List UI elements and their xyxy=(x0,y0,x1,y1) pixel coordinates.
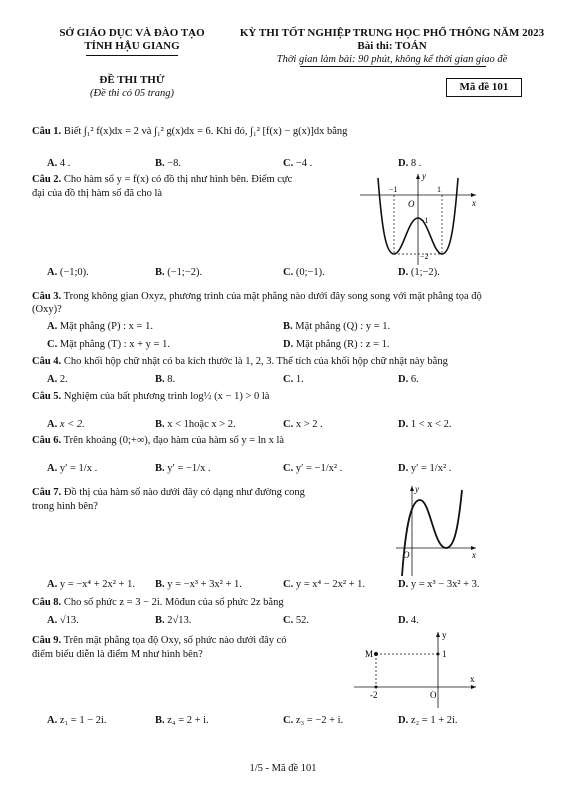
y-tick-1: 1 xyxy=(442,649,447,659)
question-3: Câu 3. Trong không gian Oxyz, phương trình của mặt phẳng nào dưới đây song song với mặt phẳng tọa độ xyxy=(32,291,482,302)
question-5: Câu 5. Nghiệm của bất phương trình log½ (x − 1) > 0 là xyxy=(32,391,270,402)
question-2-line2: đại của đồ thị hàm số đã cho là xyxy=(32,188,163,199)
y-tick-neg1: −1 xyxy=(420,216,429,225)
y-tick-neg2: −2 xyxy=(420,252,429,261)
option-b[interactable]: B. 2√13. xyxy=(155,615,192,626)
exam-title: KỲ THI TỐT NGHIỆP TRUNG HỌC PHỔ THÔNG NĂM 2023 xyxy=(239,27,545,39)
question-7-options xyxy=(0,578,566,592)
y-label: y xyxy=(415,484,419,494)
question-3-options-row1 xyxy=(0,320,566,334)
subject-line: Bài thi: TOÁN xyxy=(357,40,427,52)
option-b[interactable]: B. −8. xyxy=(155,158,182,169)
figure-complex-plane xyxy=(352,628,482,710)
y-label: y xyxy=(422,171,426,181)
question-8-options xyxy=(0,614,566,628)
option-a[interactable]: A. y′ = 1/x . xyxy=(47,463,98,474)
title-underline xyxy=(300,66,486,67)
question-6-options xyxy=(0,462,566,476)
option-b[interactable]: B. y′ = −1/x . xyxy=(155,463,211,474)
origin-label: O xyxy=(408,199,415,209)
x-axis-arrow xyxy=(471,193,476,197)
page-count-note: (Đề thi có 05 trang) xyxy=(90,88,174,99)
department-name: SỞ GIÁO DỤC VÀ ĐÀO TẠO xyxy=(59,27,205,39)
figure-quartic-graph xyxy=(356,170,481,270)
option-a[interactable]: A. 4 . xyxy=(47,158,71,169)
origin-label: O xyxy=(430,690,437,700)
option-d[interactable]: D. 6. xyxy=(398,374,419,385)
province-name: TỈNH HẬU GIANG xyxy=(84,40,180,52)
option-d[interactable]: D. 4. xyxy=(398,615,419,626)
option-a[interactable]: A. z₁ = 1 − 2i. xyxy=(47,715,107,726)
option-b[interactable]: B. z₄ = 2 + i. xyxy=(155,715,209,726)
exam-code-box: Mã đề 101 xyxy=(446,78,522,97)
option-d[interactable]: D. y′ = 1/x² . xyxy=(398,463,452,474)
option-c[interactable]: C. y = x⁴ − 2x² + 1. xyxy=(283,579,366,590)
option-b[interactable]: B. y = −x³ + 3x² + 1. xyxy=(155,579,242,590)
question-9-line2: điểm biểu diễn là điểm M như hình bên? xyxy=(32,649,203,660)
option-d[interactable]: D. (1;−2). xyxy=(398,267,440,278)
option-d[interactable]: D. 8 . xyxy=(398,158,422,169)
question-3-options-row2 xyxy=(0,338,566,352)
question-1 xyxy=(32,125,347,138)
question-7-line2: trong hình bên? xyxy=(32,501,98,512)
option-c[interactable]: C. 1. xyxy=(283,374,304,385)
option-a[interactable]: A. 2. xyxy=(47,374,68,385)
option-d[interactable]: D. Mặt phẳng (R) : z = 1. xyxy=(283,339,390,350)
x-label: x xyxy=(472,198,476,208)
option-a[interactable]: A. y = −x⁴ + 2x² + 1. xyxy=(47,579,135,590)
question-4-options xyxy=(0,373,566,387)
cubic-curve xyxy=(402,490,462,576)
question-1-label: Câu 1. xyxy=(32,126,62,137)
y-axis-arrow xyxy=(416,174,420,179)
question-9-options xyxy=(0,714,566,728)
x-tick-neg2: -2 xyxy=(370,690,378,700)
option-d[interactable]: D. y = x³ − 3x² + 3. xyxy=(398,579,480,590)
question-2-options xyxy=(0,266,566,280)
option-c[interactable]: C. −4 . xyxy=(283,158,313,169)
option-b[interactable]: B. 8. xyxy=(155,374,176,385)
question-3-line2: (Oxy)? xyxy=(32,304,62,315)
figure-cubic-graph xyxy=(390,480,480,580)
option-c[interactable]: C. y′ = −1/x² . xyxy=(283,463,343,474)
option-d[interactable]: D. 1 < x < 2. xyxy=(398,419,452,430)
option-c[interactable]: C. z₃ = −2 + i. xyxy=(283,715,344,726)
option-a[interactable]: A. Mặt phẳng (P) : x = 1. xyxy=(47,321,153,332)
time-note: Thời gian làm bài: 90 phút, không kể thời gian giao đề xyxy=(276,54,508,65)
question-6: Câu 6. Trên khoảng (0;+∞), đạo hàm của hàm số y = ln x là xyxy=(32,435,285,446)
option-a[interactable]: A. √13. xyxy=(47,615,79,626)
origin-label: O xyxy=(403,550,410,560)
x-tick-1: 1 xyxy=(437,185,441,194)
option-a[interactable]: A. x < 2. xyxy=(47,419,85,430)
page-footer: 1/5 - Mã đề 101 xyxy=(249,763,317,774)
option-b[interactable]: B. Mặt phẳng (Q) : y = 1. xyxy=(283,321,391,332)
x-label: x xyxy=(470,674,475,684)
x-tick-neg1: −1 xyxy=(389,185,398,194)
option-c[interactable]: C. Mặt phẳng (T) : x + y = 1. xyxy=(47,339,170,350)
question-2: Câu 2. Cho hàm số y = f(x) có đồ thị như hình bên. Điểm cực xyxy=(32,174,293,185)
y-label: y xyxy=(442,630,447,640)
question-9: Câu 9. Trên mặt phẳng tọa độ Oxy, số phức nào dưới đây có xyxy=(32,635,287,646)
question-4: Câu 4. Cho khối hộp chữ nhật có ba kích thước là 1, 2, 3. Thể tích của khối hộp chữ nhật này bằng xyxy=(32,356,448,367)
point-m xyxy=(374,652,378,656)
question-8: Câu 8. Cho số phức z = 3 − 2i. Môđun của số phức 2z bằng xyxy=(32,597,284,608)
option-c[interactable]: C. x > 2 . xyxy=(283,419,323,430)
question-1-options xyxy=(0,157,566,171)
option-c[interactable]: C. (0;−1). xyxy=(283,267,325,278)
question-7: Câu 7. Đồ thị của hàm số nào dưới đây có dạng như đường cong xyxy=(32,487,305,498)
question-5-options xyxy=(0,418,566,432)
x-label: x xyxy=(472,550,476,560)
point-m-label: M xyxy=(365,649,374,659)
question-1-text: Biết ∫₁² f(x)dx = 2 và ∫₁² g(x)dx = 6. Khi đó, ∫₁² [f(x) − g(x)]dx bằng xyxy=(63,126,348,137)
option-a[interactable]: A. (−1;0). xyxy=(47,267,89,278)
option-d[interactable]: D. z₂ = 1 + 2i. xyxy=(398,715,458,726)
exam-type: ĐỀ THI THỬ xyxy=(99,74,165,86)
option-b[interactable]: B. (−1;−2). xyxy=(155,267,203,278)
option-b[interactable]: B. x < 1hoặc x > 2. xyxy=(155,419,236,430)
province-underline xyxy=(86,55,178,56)
option-c[interactable]: C. 52. xyxy=(283,615,309,626)
